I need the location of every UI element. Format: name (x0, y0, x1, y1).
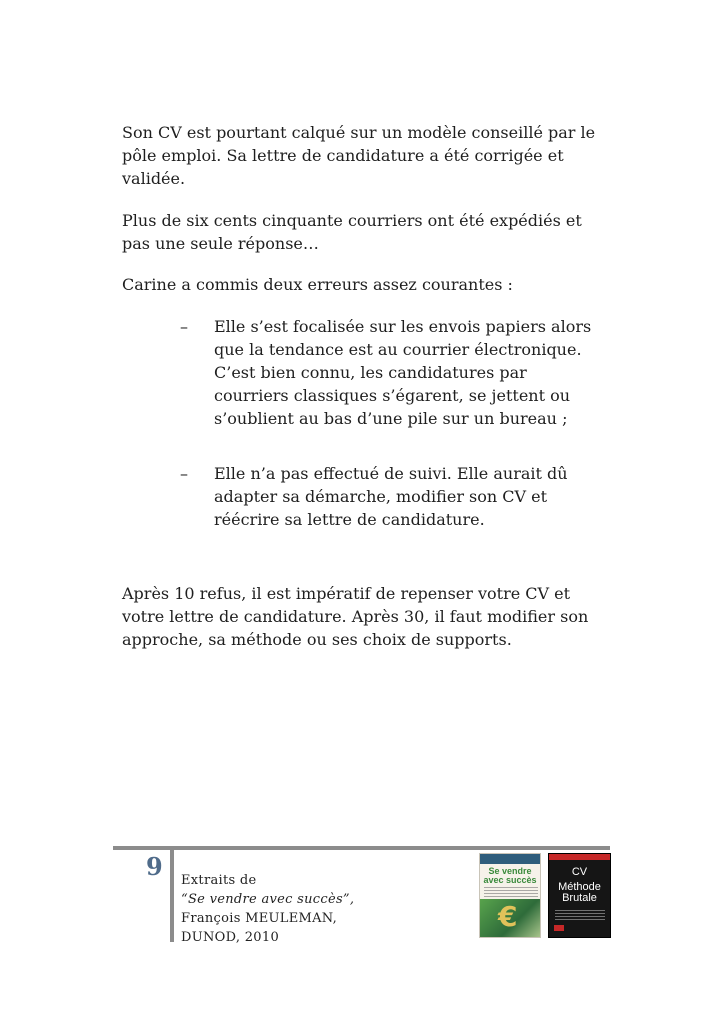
cover-header-band (480, 854, 540, 864)
publisher-logo (554, 925, 564, 931)
euro-icon: € (498, 900, 518, 933)
cover-red-stripe (549, 854, 610, 860)
paragraph-2: Plus de six cents cinquante courriers ont été expédiés et pas une seule réponse… (122, 211, 582, 253)
credits-line-1: Extraits de (181, 873, 257, 888)
credits-book-title: “Se vendre avec succès”, (181, 892, 355, 907)
credits-author: François MEULEMAN, (181, 911, 338, 926)
dash-marker: – (180, 464, 188, 483)
book-2-label: CV (571, 866, 588, 878)
footer-vertical-rule (170, 850, 174, 942)
paragraph-1: Son CV est pourtant calqué sur un modèle conseillé par le pôle emploi. Sa lettre de candidature a été corrigée et validée. (122, 123, 596, 188)
book-2-title: Méthode Brutale (558, 881, 601, 904)
book-cover-se-vendre (479, 853, 541, 938)
book-cover-cv-methode-brutale (548, 853, 611, 938)
credits-publisher: DUNOD, 2010 (181, 930, 280, 945)
paragraph-3: Carine a commis deux erreurs assez courantes : (122, 275, 513, 294)
paragraph-4: Après 10 refus, il est impératif de repenser votre CV et votre lettre de candidature. Après 30, il faut modifier son approche, sa méthode ou ses choix de supports. (122, 584, 589, 649)
bullet-item (180, 462, 605, 531)
footer-credits (181, 871, 441, 947)
cover-subtitle-lines (484, 887, 538, 897)
book-1-title: Se vendre avec succès (483, 866, 537, 885)
cover-artwork (480, 899, 540, 937)
cover-text-lines (555, 910, 605, 922)
bullet-text: Elle n’a pas effectué de suivi. Elle aurait dû adapter sa démarche, modifier son CV et réécrire sa lettre de candidature. (214, 464, 568, 529)
bullet-list (180, 315, 605, 531)
bullet-item (180, 315, 605, 430)
page-number: 9 (146, 852, 163, 881)
footer-horizontal-rule (113, 846, 610, 850)
bullet-text: Elle s’est focalisée sur les envois papiers alors que la tendance est au courrier électronique. C’est bien connu, les candidatures par courriers classiques s’égarent, se jettent ou s’oublient au bas d’une pile sur un bureau ; (214, 317, 592, 428)
dash-marker: – (180, 317, 188, 336)
